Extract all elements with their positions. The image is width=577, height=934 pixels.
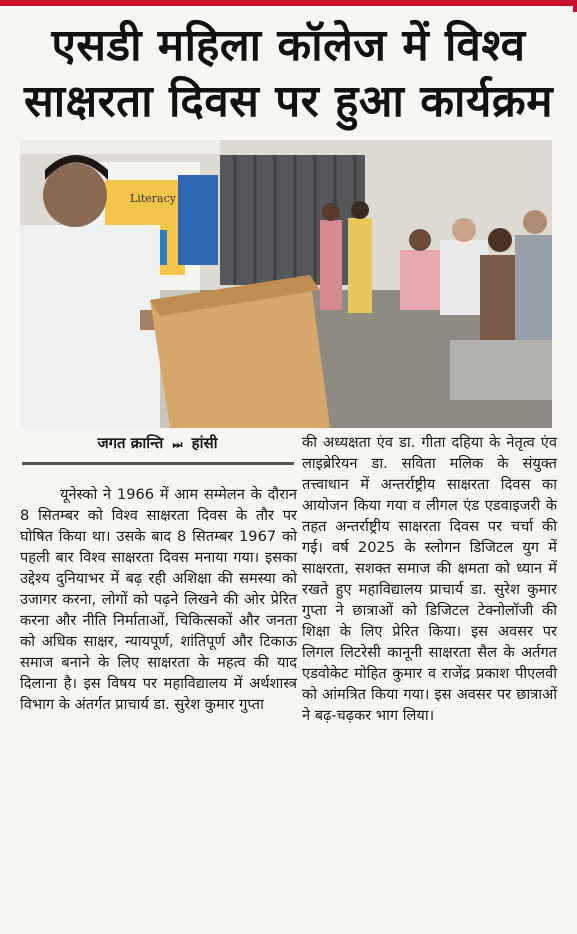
byline-source: जगत क्रान्ति <box>97 434 164 452</box>
byline <box>20 432 295 456</box>
speaker <box>20 225 160 428</box>
window-blinds <box>220 155 365 285</box>
headline-line-1: एसडी महिला कॉलेज में विश्व <box>51 20 526 71</box>
event-photo <box>20 140 552 428</box>
headline-line-2: साक्षरता दिवस पर हुआ कार्यक्रम <box>23 76 554 127</box>
headline <box>10 18 567 130</box>
article-right-column: की अध्यक्षता एंव डा. गीता दहिया के नेतृत्व एंव लाइब्रेरियन डा. सविता मलिक के संयुक्त तत्त्वाधान में अन्तर्राष्ट्रीय साक्षरता दिवस का आयोजन किया गया व लीगल एंड एडवाइजरी के तहत अन्तर्राष्ट्रीय साक्षरता दिवस पर चर्चा की गई। वर्ष 2025 के स्लोगन डिजिटल युग में साक्षरता, सशक्त समाज की क्षमता को ध्यान में रखते हुए महाविद्यालय प्राचार्य डा. सुरेश कुमार गुप्ता ने छात्राओं को डिजिटल टेक्नोलॉजी की शिक्षा के लिए प्रेरित किया। इस अवसर पर लिगल लिटरेसी कानूनी साक्षरता सैल के अर्तगत एडवोकेट मोहित कुमार व राजेंद्र प्रकाश पीएलवी को आंमत्रित किया गया। इस अवसर पर छात्राओं ने बढ़-चढ़कर भाग लिया। <box>302 434 557 724</box>
top-accent-bar <box>0 0 577 6</box>
event-photo-illustration <box>20 140 552 428</box>
screen-text: Literacy <box>130 192 176 205</box>
byline-location: हांसी <box>191 434 218 452</box>
byline-divider <box>22 462 294 465</box>
corner-accent <box>573 0 577 12</box>
fast-forward-icon: ⏭ <box>172 438 183 451</box>
article-left-column: यूनेस्को ने 1966 में आम सम्मेलन के दौरान 8 सितम्बर को विश्व साक्षरता दिवस के तौर पर घोषित किया था। उसके बाद 8 सितम्बर 1967 को पहली बार विश्व साक्षरता दिवस मनाया गया। इसका उद्देश्य दुनियाभर में बढ़ रही अशिक्षा की समस्या को उजागर करना, लोगों को पढ़ने लिखने की ओर प्रेरित करना और नीति निर्माताओं, चिकित्सकों और जनता को अधिक साक्षर, न्यायपूर्ण, शांतिपूर्ण और टिकाऊ समाज बनाने के लिए साक्षरता के महत्व की याद दिलाना है। इस विषय पर महाविद्यालय में अर्थशास्त्र विभाग के अंतर्गत प्राचार्य डा. सुरेश कुमार गुप्ता <box>20 486 297 713</box>
